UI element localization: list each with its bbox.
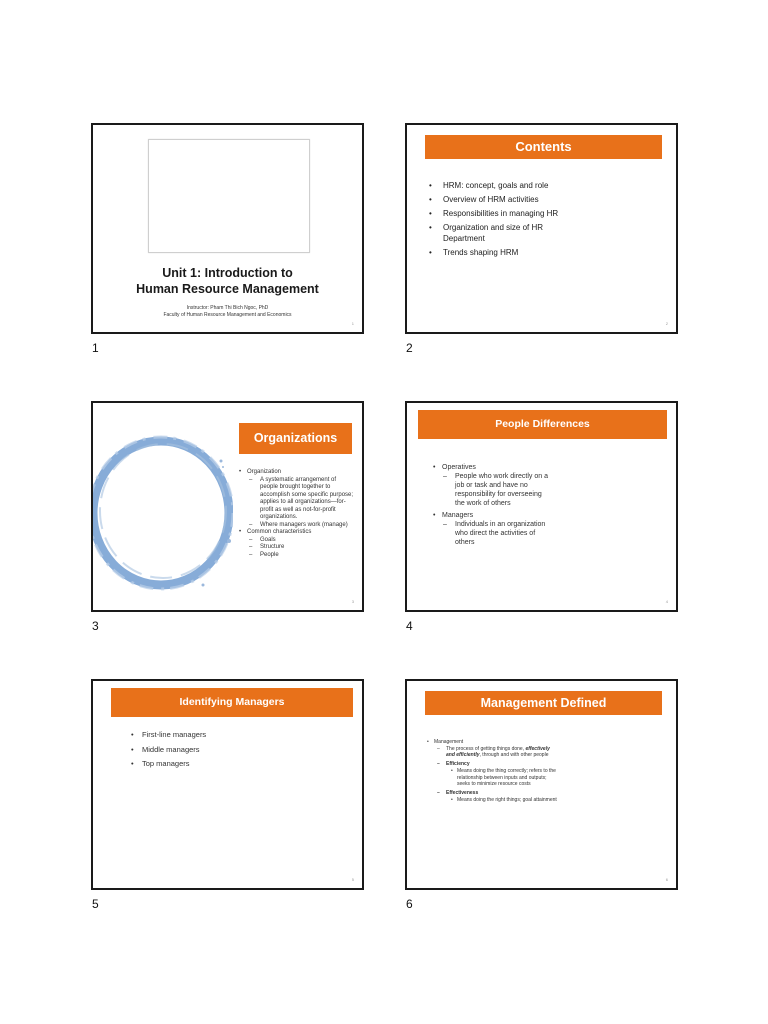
desc-post: , through and with other people [479,752,549,759]
managers-list [129,730,206,774]
list-item: • Overview of HRM activities [427,195,577,206]
title-line-1: Unit 1: Introduction to [162,266,293,280]
slide-1-title [93,265,362,297]
sub-bullet-management-desc [427,746,557,759]
desc-emphasis: effectively and efficiently [446,745,550,759]
slide-page-number: 1 [351,321,354,326]
slide-body [427,739,557,803]
sub-bullet-efficiency: – Efficiency [427,761,557,768]
sub-bullet-operatives-desc: – People who work directly on a job or task and have no responsibility for overseeing the work of others [433,472,548,508]
slide-page-number: 2 [665,321,668,326]
slide-3 [91,401,364,612]
slide-5 [91,679,364,890]
title-image-placeholder [148,139,310,253]
list-item: • Middle managers [129,745,206,755]
desc-pre: The process of getting things done, [446,745,525,752]
slide-6 [405,679,678,890]
slide-banner: People Differences [418,410,667,439]
slide-page-number: 3 [351,599,354,604]
bullet-operatives: • Operatives [433,463,548,472]
slide-page-number: 5 [351,877,354,882]
slide-number-label: 5 [92,897,99,911]
sub-bullet-effectiveness: – Effectiveness [427,790,557,797]
slide-number-label: 3 [92,619,99,633]
slide-banner: Management Defined [425,691,662,715]
slide-2 [405,123,678,334]
slide-number-label: 6 [406,897,413,911]
slide-banner: Identifying Managers [111,688,353,717]
slide-number-label: 2 [406,341,413,355]
sub-bullet-goals: – Goals [239,537,354,545]
sub-bullet-managers-desc: – Individuals in an organization who direct the activities of others [433,520,548,547]
title-line-2: Human Resource Management [136,282,319,296]
slide-banner: Contents [425,135,662,159]
contents-list [427,181,577,262]
list-item: • Organization and size of HR Department [427,223,577,244]
sub-bullet-where: – Where managers work (manage) [239,522,354,530]
slide-page-number: 6 [665,877,668,882]
instructor-line: Instructor: Pham Thi Bich Ngoc, PhD [186,305,269,311]
sub-bullet-people: – People [239,552,354,560]
bullet-common: • Common characteristics [239,529,354,537]
slide-body [433,463,548,547]
slide-banner: Organizations [239,423,352,454]
slide-page-number: 4 [665,599,668,604]
sub-bullet-structure: – Structure [239,544,354,552]
list-item: • Responsibilities in managing HR [427,209,577,220]
effectiveness-desc: • Means doing the right things; goal attainment [427,797,557,804]
slide-number-label: 4 [406,619,413,633]
faculty-line: Faculty of Human Resource Management and Economics [163,312,292,318]
decorative-ring-image [91,425,233,595]
list-item: • First-line managers [129,730,206,740]
list-item: • Trends shaping HRM [427,248,577,259]
list-item: • HRM: concept, goals and role [427,181,577,192]
efficiency-desc: • Means doing the thing correctly; refers to the relationship between inputs and outputs; seeks to minimize resource costs [427,768,557,788]
slide-number-label: 1 [92,341,99,355]
list-item: • Top managers [129,759,206,769]
slide-4 [405,401,678,612]
slide-1 [91,123,364,334]
bullet-management: • Management [427,739,557,746]
bullet-organization: • Organization [239,469,354,477]
slide-body [239,469,354,559]
bullet-managers: • Managers [433,511,548,520]
sub-bullet-definition: – A systematic arrangement of people brought together to accomplish some specific purpose; applies to all organizations—for-profit as well as not-for-profit organizations. [239,477,354,522]
